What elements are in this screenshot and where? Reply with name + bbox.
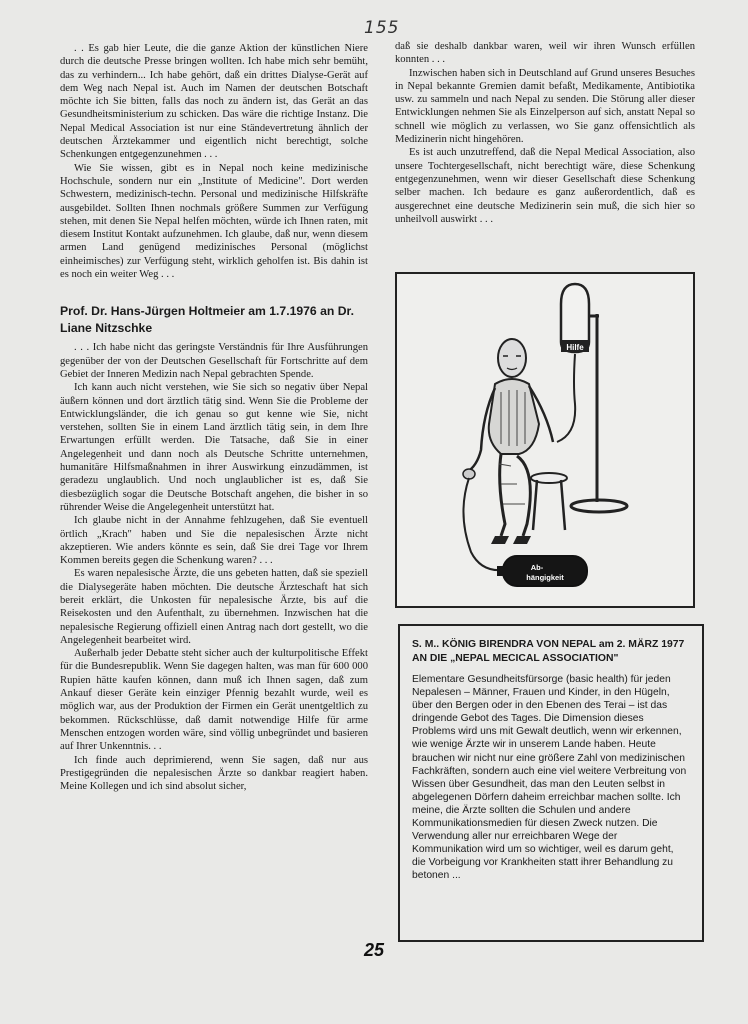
quote-box <box>398 624 704 942</box>
printed-page-number: 25 <box>364 940 385 960</box>
tank-tube <box>463 478 503 570</box>
iv-stand-base <box>571 500 627 512</box>
tank-label-line1: Ab- <box>530 563 544 572</box>
quote-heading: S. M.. KÖNIG BIRENDRA VON NEPAL am 2. MÄRZ 1977 AN DIE „NEPAL MECICAL ASSOCIATION" <box>412 639 685 664</box>
patient-head <box>498 339 526 377</box>
paragraph: . . . Ich habe nicht das geringste Verständnis für Ihre Ausführungen gegenüber der von der Deutschen Gesellschaft für Fortschritte auf dem Gebiet der Inneren Medizin nach Nepal gebrachten Spende. <box>60 342 368 380</box>
paragraph: Inzwischen haben sich in Deutschland auf Grund unseres Besuches in Nepal bekannte Gremien damit befaßt, Medikamente, Antibiotika usw. zu sammeln und nach Nepal zu senden. Die Störung aller dieser Entwicklungen nehmen Sie als Einzelperson auf sich, anstatt Nepal so schnell wie möglich zu verlassen, wo Sie ganz offensichtlich als Medizinerin nicht hingehören. <box>395 67 695 146</box>
iv-bag-label: Hilfe <box>566 343 584 352</box>
cartoon-illustration <box>395 272 695 608</box>
letter-heading: Prof. Dr. Hans-Jürgen Holtmeier am 1.7.1976 an Dr. Liane Nitzschke <box>60 304 354 336</box>
left-column <box>60 42 368 793</box>
iv-tube <box>557 354 575 442</box>
paragraph: Ich finde auch deprimierend, wenn Sie sagen, daß nur aus Prestigegründen die nepalesischen Ärzte so dankbar reagiert haben. Meine Kollegen und ich sind absolut sicher, <box>60 754 368 793</box>
paragraph: Es ist auch unzutreffend, daß die Nepal Medical Association, also unsere Tochtergesellschaft, nicht berechtigt wäre, diese Schenkung entgegenzunehmen, wenn wir dieser Gesellschaft diese Schenkung selber machen. Ich bedaure es ganz außerordentlich, daß es ausgerechnet eine deutsche Medizinerin sein muß, die sich hier so unheilvoll auswirkt . . . <box>395 147 695 225</box>
paragraph: Es waren nepalesische Ärzte, die uns gebeten hatten, daß sie speziell die Dialysegeräte haben möchten. Die deutsche Ärzteschaft hat sich bereit erklärt, die Unkosten für nepalesische Ärzte, bis auf die Reisekosten und den Aufenthalt, zu übernehmen. Inzwischen hat die nepalesische Regierung offiziell einen Antrag nach dort gestellt, wo die Angelegenheit bearbeitet wird. <box>60 568 368 646</box>
handwritten-page-number: 155 <box>364 18 400 38</box>
paragraph: Außerhalb jeder Debatte steht sicher auch der kulturpolitische Effekt für die Bundesrepublik. Wenn Sie dagegen halten, was man für 600 000 Rupien hätte kaufen können, dann muß ich Ihnen sagen, daß zum Ankauf dieser Geräte kein einziger Pfennig bezahlt wurde, weil es möglich war, aus der Produktion der Firmen ein Gerät unentgeltlich zu bekommen. Rückschlüsse, daß damit notwendige Hilfe für arme Menschen entzogen worden wäre, sind völlig unbegründet und basieren auf Ihrer Unkenntnis. . . <box>60 648 368 753</box>
right-column <box>395 40 695 226</box>
patient-on-drip-drawing <box>397 274 693 606</box>
patient-leg <box>500 454 505 536</box>
paragraph: Wie Sie wissen, gibt es in Nepal noch keine medizinische Hochschule, sondern nur ein „Institute of Medicine". Dort werden Schwestern, medizinisch-techn. Personal und medizinische Hilfskräfte ausgebildet. Sollten Ihnen nochmals größere Summen zur Verfügung stehen, mit denen Sie Nepal helfen möchten, würde ich Ihnen raten, mit diesem Institut Kontakt aufzunehmen. Ich glaube, daß nur, wenn diesem armen Land genügend medizinisches Personal (möglichst einheimisches) zur Verfügung steht, wirklich geholfen ist. Bis dahin ist es noch ein weiter Weg . . . <box>60 162 368 281</box>
paragraph: . . Es gab hier Leute, die die ganze Aktion der künstlichen Niere durch die deutsche Presse bringen wollten. Ich habe mich sehr bemüht, das zu verhindern... Ich habe gehört, daß ein drittes Dialyse-Gerät auf dem Weg nach Nepal ist. Auch im Namen der deutschen Botschaft möchte ich Sie bitten, falls das noch zu ändern ist, das Gerät an das Gesundheitsministerium zu schicken. Das wäre die richtige Instanz. Die Nepal Medical Association ist nur eine Ständevertretung ähnlich der deutschen Ärztekammer und eigentlich nicht berechtigt, solche Schenkungen entgegenzunehmen . . . <box>60 43 368 161</box>
tank-label-line2: hängigkeit <box>526 573 564 582</box>
paragraph: Ich glaube nicht in der Annahme fehlzugehen, daß Sie eventuell örtlich „Krach" haben und Sie die nepalesischen Ärzte nicht akzeptieren. Wie anders könnte es sein, daß Sie drei Tage vor Ihrem Kommen bereits gegen die Schenkung waren? . . . <box>60 515 368 567</box>
paragraph: Ich kann auch nicht verstehen, wie Sie sich so negativ über Nepal äußern können und dort ärztlich tätig sind. Wenn Sie die Probleme der Entwicklungsländer, die ich genau so gut kenne wie Sie, nicht verstehen, sollten Sie in einem Land ärztlich tätig sein, in dem Ihre Erwartungen erfüllt werden. Die Tatsache, daß Sie in einer Angelegenheit und dann noch als Deutsche Schritte unternehmen, humanitäre Hilfsmaßnahmen in ihrer Auswirkung einzudämmen, ist geradezu unglaublich. Und noch unglaublicher ist es, daß Sie diesbezüglich sogar die Deutsche Botschaft angehen, die bisher in so rührender Weise die Angelegenheit unterstützt hat. <box>60 382 368 513</box>
quote-text: Elementare Gesundheitsfürsorge (basic health) für jeden Nepalesen – Männer, Frauen und Kinder, in den Hügeln, über den Bergen oder in den Ebenen des Terai – ist das dringende Gebot des Tages. Die Dimension dieses Problems wird uns mit Gewalt deutlich, wenn wir erkennen, wie wenige Ärzte wir in unserem Lande haben. Heute brauchen wir nicht nur eine größere Zahl von medizinischen Fachkräften, sondern auch eine viel weitere Verbreitung von Wissen über Gesundheit, das man den Leuten selbst in abgelegenen Dörfern daheim erreichbar machen sollte. Ich meine, die Ärzte sollten die Schulen und andere Kommunikationsmedien für diesen Zweck nutzen. Die Verwendung aller nur erreichbaren Wege der Kommunikation wird um so wichtiger, weil es darum geht, die Vorbeigung vor Krankheiten statt ihrer Behandlung zu betonen ... <box>412 674 687 882</box>
paragraph: daß sie deshalb dankbar waren, weil wir ihren Wunsch erfüllen konnten . . . <box>395 41 695 66</box>
patient-shoe <box>491 536 509 544</box>
